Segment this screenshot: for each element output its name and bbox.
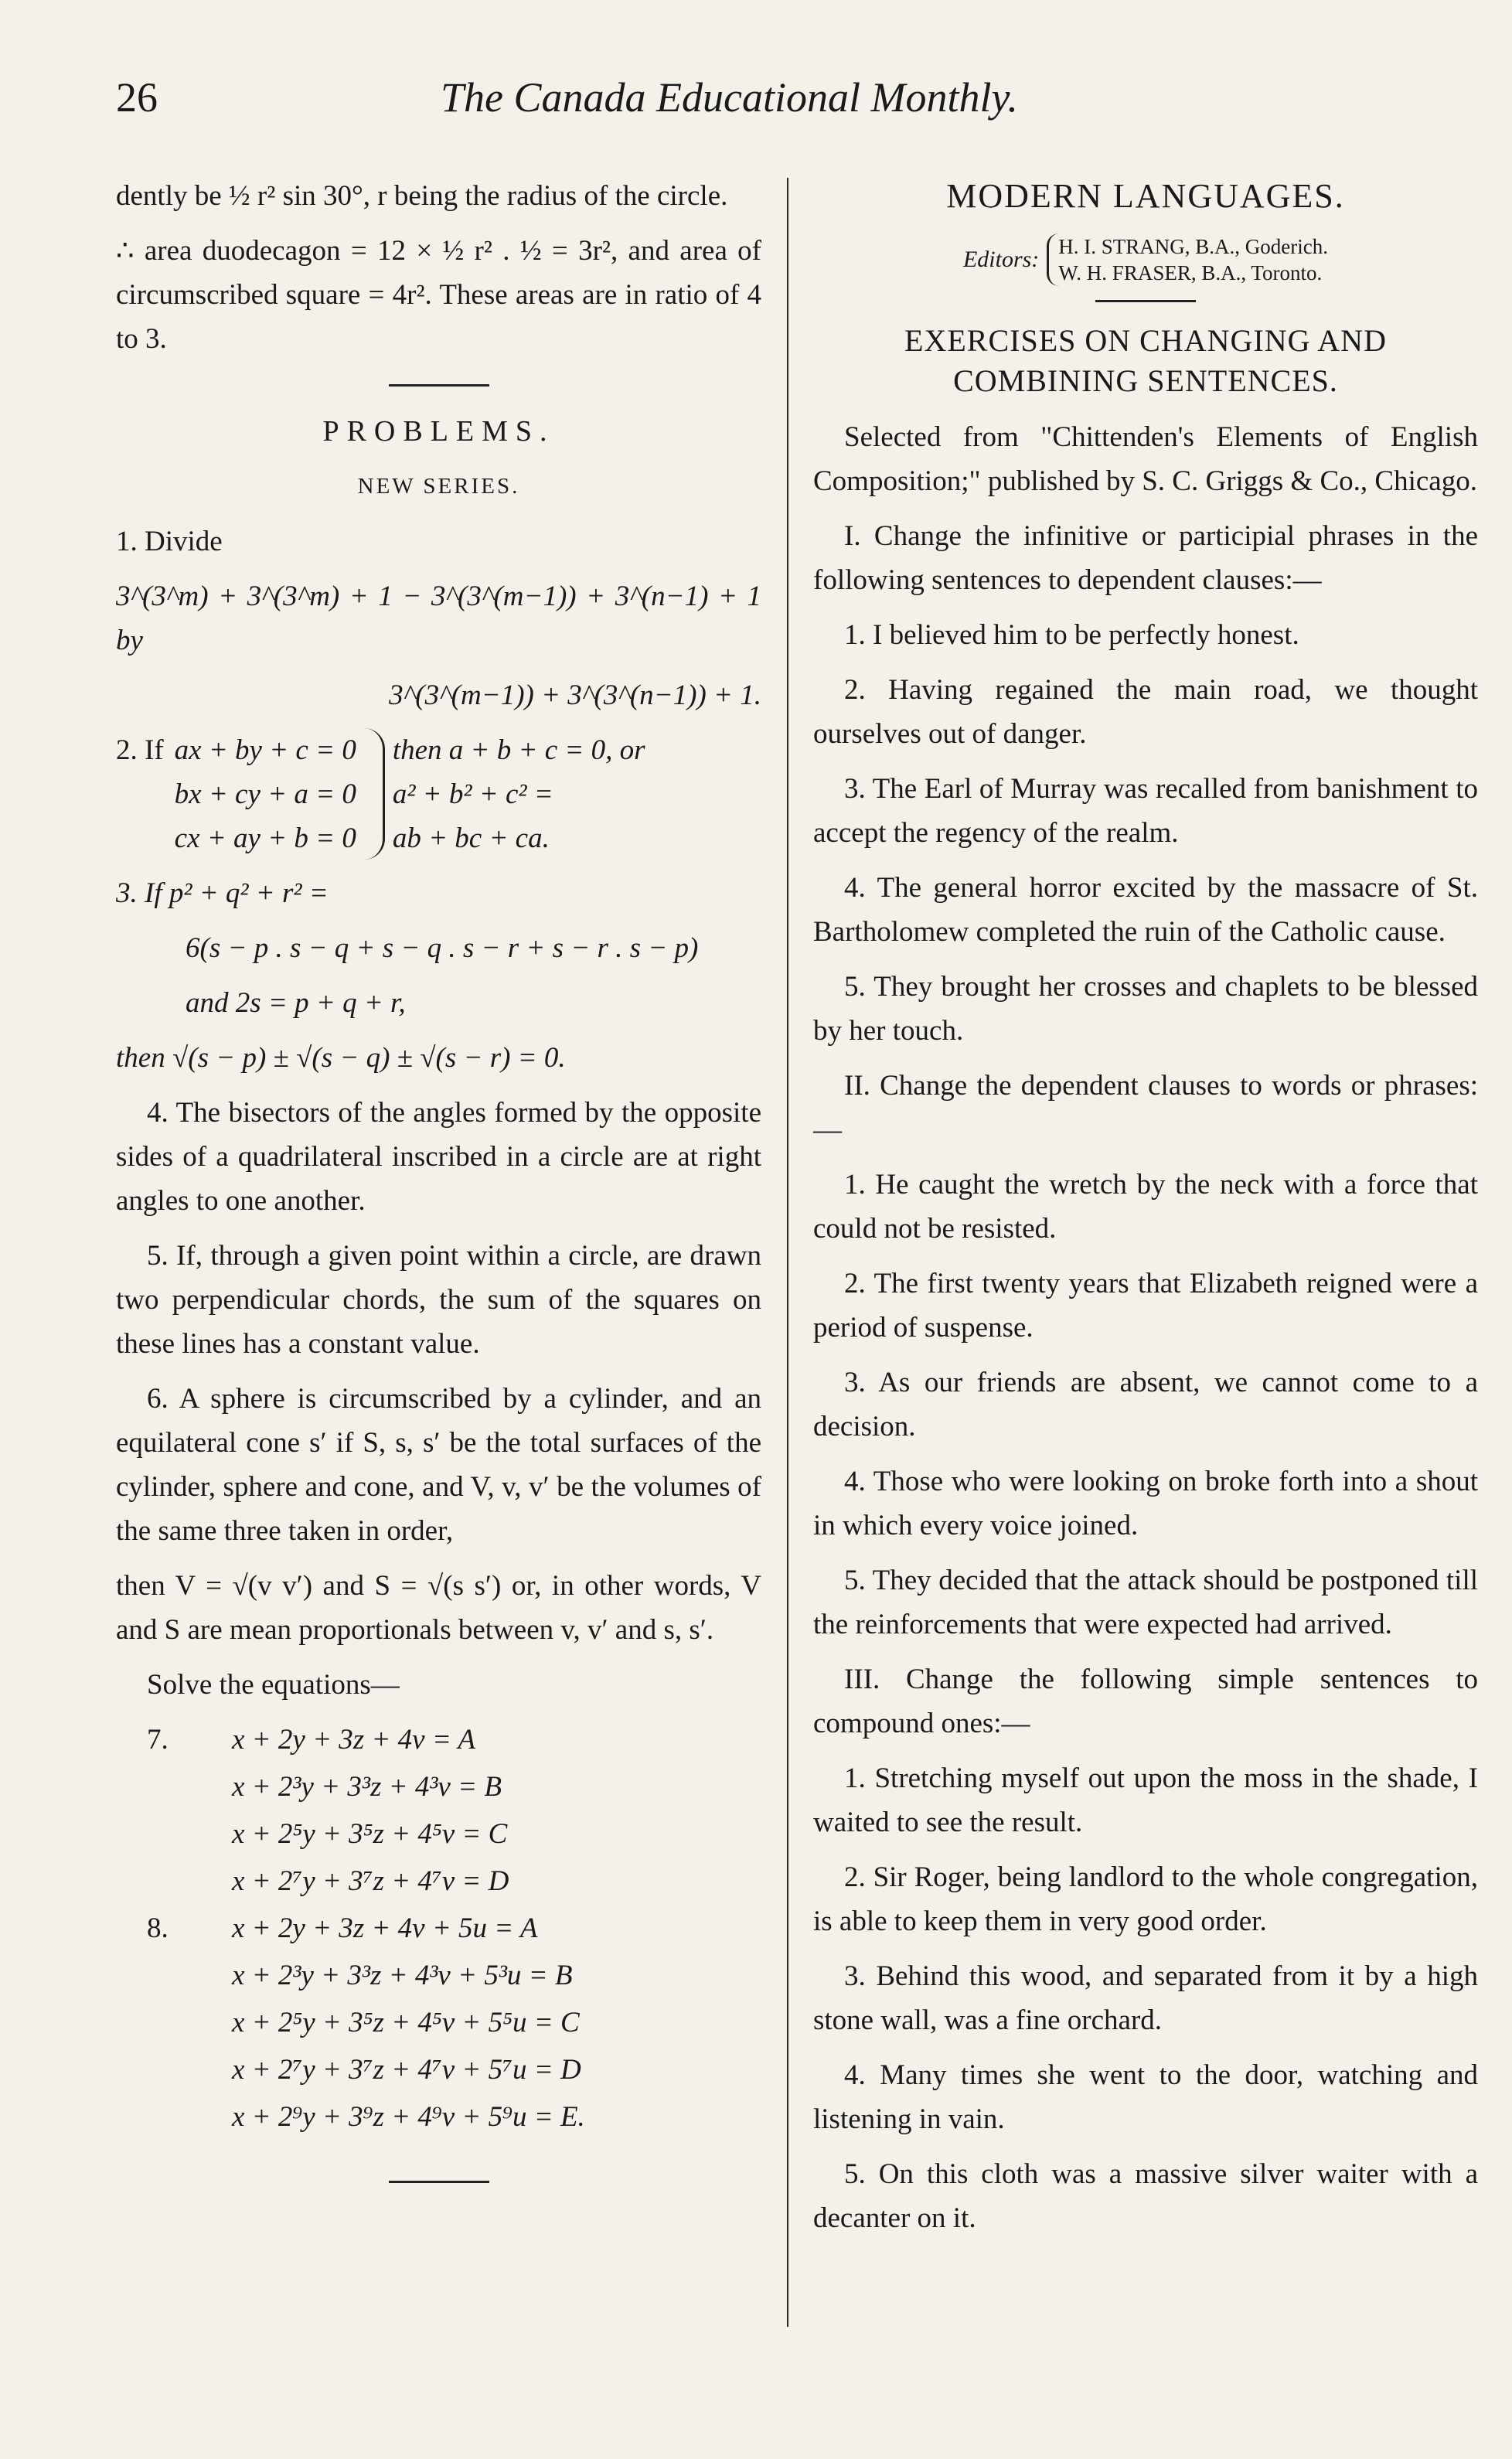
running-title: The Canada Educational Monthly.	[441, 74, 1018, 121]
condition-3: cx + ay + b = 0	[174, 823, 356, 854]
problem-6-continued: then V = √(v v′) and S = √(s s′) or, in other words, V and S are mean proportionals between v, v′ and s, s′.	[116, 1570, 761, 1646]
problem-8	[116, 1906, 761, 2142]
intro-line-2: ∴ area duodecagon = 12 × ½ r² . ½ = 3r², and area of circumscribed square = 4r². These areas are in ratio of 4 to 3.	[116, 235, 761, 355]
part-1-item: 3. The Earl of Murray was recalled from banishment to accept the regency of the realm.	[813, 773, 1478, 849]
problem-6: 6. A sphere is circumscribed by a cylinder, and an equilateral cone s′ if S, s, s′ be the total surfaces of the cylinder, sphere and cone, and V, v, v′ be the volumes of the same three taken in order,	[116, 1383, 761, 1547]
intro-line-1: dently be ½ r² sin 30°, r being the radius of the circle.	[116, 180, 728, 212]
problem-3-line-3: and 2s = p + q + r,	[186, 987, 406, 1019]
equation: x + 2⁷y + 3⁷z + 4⁷v + 5⁷u = D	[232, 2054, 581, 2086]
problem-3-line-2: 6(s − p . s − q + s − q . s − r + s − r . s − p)	[186, 932, 699, 964]
equation: x + 2⁵y + 3⁵z + 4⁵v = C	[232, 1818, 508, 1850]
problem-1-label: 1. Divide	[116, 526, 223, 557]
editors-label: Editors:	[962, 247, 1040, 272]
part-2-item: 1. He caught the wretch by the neck with a force that could not be resisted.	[813, 1169, 1478, 1245]
section-rule	[389, 384, 489, 387]
editors-block	[813, 233, 1478, 286]
part-3-item: 1. Stretching myself out upon the moss in the shade, I waited to see the result.	[813, 1763, 1478, 1838]
part-3-item: 4. Many times she went to the door, watching and listening in vain.	[813, 2059, 1478, 2135]
result-2: a² + b² + c² =	[392, 778, 553, 810]
section-rule	[1095, 300, 1196, 302]
problem-8-label: 8.	[147, 1912, 169, 1944]
part-1-item: 4. The general horror excited by the massacre of St. Bartholomew completed the ruin of the Catholic cause.	[813, 872, 1478, 948]
problem-1-expression: 3^(3^m) + 3^(3^m) + 1 − 3^(3^(m−1)) + 3^(n−1) + 1 by	[116, 581, 761, 656]
problems-title: PROBLEMS.	[322, 415, 555, 448]
part-2-item: 5. They decided that the attack should be postponed till the reinforcements that were expected had arrived.	[813, 1565, 1478, 1640]
problem-8-equations	[232, 1906, 585, 2142]
part-2-item: 4. Those who were looking on broke forth into a shout in which every voice joined.	[813, 1466, 1478, 1541]
editor-1: H. I. STRANG, B.A., Goderich.	[1058, 235, 1329, 258]
right-column	[813, 174, 1478, 2251]
problem-3-line-4: then √(s − p) ± √(s − q) ± √(s − r) = 0.	[116, 1042, 566, 1074]
equation: x + 2⁵y + 3⁵z + 4⁵v + 5⁵u = C	[232, 2007, 580, 2038]
problem-2-results	[393, 728, 645, 860]
problem-2	[116, 728, 761, 860]
condition-2: bx + cy + a = 0	[174, 778, 356, 810]
page-header	[116, 73, 1466, 135]
series-title: NEW SERIES.	[357, 474, 520, 499]
problem-7	[116, 1718, 761, 1906]
equation: x + 2y + 3z + 4v + 5u = A	[232, 1912, 538, 1944]
section-title: MODERN LANGUAGES.	[946, 177, 1345, 215]
problem-2-label: 2. If	[116, 734, 164, 766]
part-3-item: 5. On this cloth was a massive silver waiter with a decanter on it.	[813, 2158, 1478, 2234]
right-brace	[364, 728, 385, 860]
part-3-item: 2. Sir Roger, being landlord to the whole congregation, is able to keep them in very good order.	[813, 1861, 1478, 1937]
part-2-heading: II. Change the dependent clauses to words or phrases:—	[813, 1070, 1478, 1146]
problem-7-equations	[232, 1718, 509, 1906]
part-1-heading: I. Change the infinitive or participial phrases in the following sentences to dependent clauses:—	[813, 520, 1478, 596]
editors-names	[1047, 233, 1328, 286]
page-number: 26	[116, 74, 158, 121]
part-3-item: 3. Behind this wood, and separated from it by a high stone wall, was a fine orchard.	[813, 1960, 1478, 2036]
equation: x + 2⁷y + 3⁷z + 4⁷v = D	[232, 1865, 509, 1897]
result-3: ab + bc + ca.	[392, 823, 550, 854]
problem-4: 4. The bisectors of the angles formed by the opposite sides of a quadrilateral inscribed in a circle are at right angles to one another.	[116, 1097, 761, 1217]
end-rule	[389, 2181, 489, 2183]
part-1-item: 2. Having regained the main road, we thought ourselves out of danger.	[813, 674, 1478, 750]
solve-heading: Solve the equations—	[147, 1669, 400, 1701]
equation: x + 2y + 3z + 4v = A	[232, 1724, 475, 1756]
equation: x + 2³y + 3³z + 4³v + 5³u = B	[232, 1960, 573, 1991]
part-1-item: 1. I believed him to be perfectly honest.	[844, 619, 1299, 651]
problem-2-conditions	[175, 728, 356, 860]
problem-5: 5. If, through a given point within a circle, are drawn two perpendicular chords, the sum of the squares on these lines has a constant value.	[116, 1240, 761, 1360]
column-divider	[787, 178, 788, 2327]
equation: x + 2³y + 3³z + 4³v = B	[232, 1771, 502, 1803]
part-1-item: 5. They brought her crosses and chaplets to be blessed by her touch.	[813, 971, 1478, 1047]
condition-1: ax + by + c = 0	[174, 734, 356, 766]
result-1: then a + b + c = 0, or	[392, 734, 645, 766]
part-3-heading: III. Change the following simple sentences to compound ones:—	[813, 1664, 1478, 1739]
left-column	[116, 174, 761, 2206]
exercise-title: EXERCISES ON CHANGING AND COMBINING SENTENCES.	[904, 323, 1387, 398]
source-note: Selected from "Chittenden's Elements of English Composition;" published by S. C. Griggs & Co., Chicago.	[813, 421, 1478, 497]
problem-3-line-1: 3. If p² + q² + r² =	[116, 877, 329, 909]
equation: x + 2⁹y + 3⁹z + 4⁹v + 5⁹u = E.	[232, 2101, 585, 2133]
problem-7-label: 7.	[147, 1724, 169, 1756]
editor-2: W. H. FRASER, B.A., Toronto.	[1058, 261, 1323, 284]
part-2-item: 3. As our friends are absent, we cannot come to a decision.	[813, 1367, 1478, 1442]
problem-1-divisor: 3^(3^(m−1)) + 3^(3^(n−1)) + 1.	[389, 679, 761, 711]
part-2-item: 2. The first twenty years that Elizabeth reigned were a period of suspense.	[813, 1268, 1478, 1344]
